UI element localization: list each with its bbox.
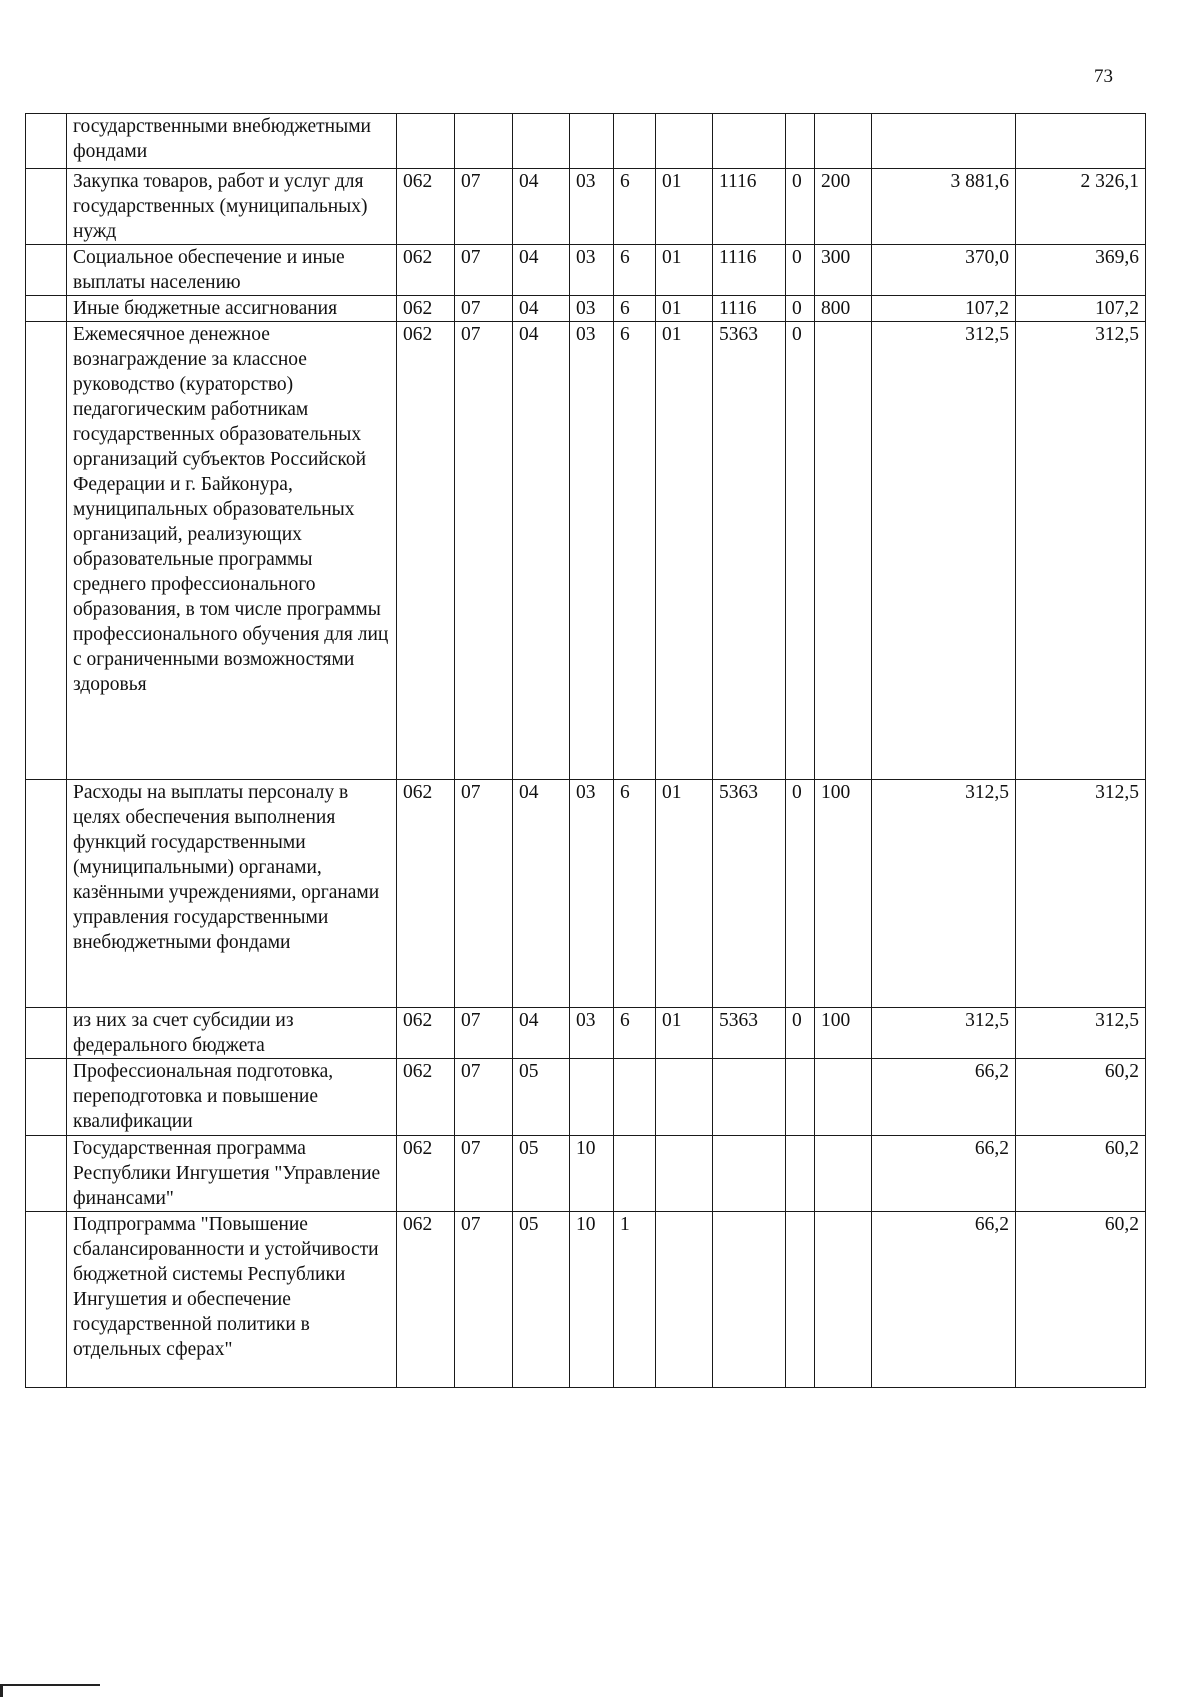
row-code-8	[815, 114, 872, 169]
row-code-8: 200	[815, 169, 872, 245]
row-code-2: 04	[513, 296, 570, 322]
row-code-1: 07	[455, 1212, 513, 1388]
row-name: Расходы на выплаты персоналу в целях обеспечения выполнения функций государственными (муниципальными) органами, казёнными учреждениями, органами управления государственными внебюджетными фондами	[67, 780, 397, 1008]
row-code-6: 1116	[713, 169, 786, 245]
table-body	[26, 114, 1146, 1388]
row-code-0	[397, 114, 455, 169]
row-code-6: 5363	[713, 780, 786, 1008]
row-amount-1: 3 881,6	[872, 169, 1016, 245]
row-index-cell	[26, 1212, 67, 1388]
row-code-5	[656, 1212, 713, 1388]
row-code-5: 01	[656, 1008, 713, 1059]
row-code-4: 6	[614, 1008, 656, 1059]
row-index-cell	[26, 322, 67, 780]
row-code-3: 03	[570, 296, 614, 322]
row-code-4: 6	[614, 322, 656, 780]
row-code-4: 1	[614, 1212, 656, 1388]
row-code-0: 062	[397, 296, 455, 322]
row-code-3: 03	[570, 780, 614, 1008]
row-code-1: 07	[455, 1059, 513, 1136]
row-amount-2: 312,5	[1016, 1008, 1146, 1059]
row-code-6: 1116	[713, 245, 786, 296]
table-row	[26, 1212, 1146, 1388]
row-code-0: 062	[397, 322, 455, 780]
row-code-2: 05	[513, 1136, 570, 1212]
row-name: Социальное обеспечение и иные выплаты населению	[67, 245, 397, 296]
row-code-8: 800	[815, 296, 872, 322]
row-code-1: 07	[455, 780, 513, 1008]
row-code-7: 0	[786, 322, 815, 780]
row-amount-2: 312,5	[1016, 322, 1146, 780]
row-amount-2: 107,2	[1016, 296, 1146, 322]
row-code-6: 5363	[713, 322, 786, 780]
row-code-3	[570, 1059, 614, 1136]
row-code-4: 6	[614, 780, 656, 1008]
row-code-4	[614, 1136, 656, 1212]
row-name: государственными внебюджетными фондами	[67, 114, 397, 169]
row-code-5: 01	[656, 296, 713, 322]
row-code-7	[786, 114, 815, 169]
row-code-7	[786, 1212, 815, 1388]
row-code-1: 07	[455, 322, 513, 780]
table-row	[26, 1008, 1146, 1059]
row-code-2: 04	[513, 322, 570, 780]
bottom-edge-mark	[0, 1684, 3, 1697]
row-code-0: 062	[397, 1136, 455, 1212]
row-code-4	[614, 114, 656, 169]
row-code-7	[786, 1136, 815, 1212]
row-amount-1: 66,2	[872, 1059, 1016, 1136]
row-name: Подпрограмма "Повышение сбалансированности и устойчивости бюджетной системы Республики Ингушетия и обеспечение государственной политики в отдельных сферах"	[67, 1212, 397, 1388]
row-code-3: 03	[570, 1008, 614, 1059]
row-index-cell	[26, 1008, 67, 1059]
row-code-1: 07	[455, 1136, 513, 1212]
row-index-cell	[26, 169, 67, 245]
table-row	[26, 245, 1146, 296]
row-code-2: 04	[513, 780, 570, 1008]
row-code-3	[570, 114, 614, 169]
row-amount-1: 370,0	[872, 245, 1016, 296]
row-code-6	[713, 1212, 786, 1388]
table-row	[26, 1136, 1146, 1212]
row-code-2: 04	[513, 245, 570, 296]
row-code-6	[713, 114, 786, 169]
row-name: Профессиональная подготовка, переподготовка и повышение квалификации	[67, 1059, 397, 1136]
row-code-2	[513, 114, 570, 169]
row-amount-2: 312,5	[1016, 780, 1146, 1008]
row-amount-2: 60,2	[1016, 1212, 1146, 1388]
table-row	[26, 1059, 1146, 1136]
row-code-6: 5363	[713, 1008, 786, 1059]
row-name: Иные бюджетные ассигнования	[67, 296, 397, 322]
row-amount-2	[1016, 114, 1146, 169]
page-number: 73	[1094, 66, 1113, 87]
row-name: Ежемесячное денежное вознаграждение за классное руководство (кураторство) педагогическим работникам государственных образовательных организаций субъектов Российской Федерации и г. Байконура, муниципальных образовательных организаций, реализующих образовательные программы среднего профессионального образования, в том числе программы профессионального обучения для лиц с ограниченными возможностями здоровья	[67, 322, 397, 780]
row-code-1: 07	[455, 169, 513, 245]
row-code-8: 300	[815, 245, 872, 296]
row-code-0: 062	[397, 1059, 455, 1136]
row-index-cell	[26, 780, 67, 1008]
row-code-7: 0	[786, 169, 815, 245]
budget-table	[25, 113, 1146, 1388]
row-code-8: 100	[815, 1008, 872, 1059]
row-code-4: 6	[614, 296, 656, 322]
row-code-2: 04	[513, 169, 570, 245]
row-code-7: 0	[786, 780, 815, 1008]
row-index-cell	[26, 1059, 67, 1136]
row-code-1: 07	[455, 245, 513, 296]
table-row	[26, 322, 1146, 780]
row-code-1: 07	[455, 1008, 513, 1059]
row-name: из них за счет субсидии из федерального бюджета	[67, 1008, 397, 1059]
row-index-cell	[26, 1136, 67, 1212]
row-amount-1	[872, 114, 1016, 169]
row-amount-1: 312,5	[872, 322, 1016, 780]
row-code-3: 03	[570, 245, 614, 296]
row-amount-1: 312,5	[872, 780, 1016, 1008]
row-amount-1: 107,2	[872, 296, 1016, 322]
row-code-5: 01	[656, 780, 713, 1008]
row-code-5: 01	[656, 169, 713, 245]
row-code-4: 6	[614, 169, 656, 245]
row-code-5	[656, 114, 713, 169]
table-row	[26, 114, 1146, 169]
row-code-3: 10	[570, 1212, 614, 1388]
row-code-6	[713, 1059, 786, 1136]
row-code-5: 01	[656, 245, 713, 296]
row-code-0: 062	[397, 169, 455, 245]
table-row	[26, 296, 1146, 322]
row-code-0: 062	[397, 245, 455, 296]
row-code-5	[656, 1136, 713, 1212]
row-code-6: 1116	[713, 296, 786, 322]
row-code-0: 062	[397, 1008, 455, 1059]
row-amount-2: 369,6	[1016, 245, 1146, 296]
row-name: Государственная программа Республики Ингушетия "Управление финансами"	[67, 1136, 397, 1212]
row-code-3: 10	[570, 1136, 614, 1212]
row-amount-2: 2 326,1	[1016, 169, 1146, 245]
row-code-8	[815, 1212, 872, 1388]
table-row	[26, 780, 1146, 1008]
row-amount-2: 60,2	[1016, 1059, 1146, 1136]
row-code-1	[455, 114, 513, 169]
row-amount-1: 312,5	[872, 1008, 1016, 1059]
row-code-5: 01	[656, 322, 713, 780]
row-code-8: 100	[815, 780, 872, 1008]
row-index-cell	[26, 245, 67, 296]
row-code-3: 03	[570, 169, 614, 245]
bottom-edge-line	[0, 1684, 100, 1686]
table-row	[26, 169, 1146, 245]
row-code-8	[815, 322, 872, 780]
row-code-4	[614, 1059, 656, 1136]
row-code-2: 04	[513, 1008, 570, 1059]
row-code-8	[815, 1136, 872, 1212]
row-code-0: 062	[397, 780, 455, 1008]
row-code-3: 03	[570, 322, 614, 780]
row-code-7: 0	[786, 245, 815, 296]
row-amount-1: 66,2	[872, 1136, 1016, 1212]
row-code-0: 062	[397, 1212, 455, 1388]
row-name: Закупка товаров, работ и услуг для государственных (муниципальных) нужд	[67, 169, 397, 245]
row-amount-2: 60,2	[1016, 1136, 1146, 1212]
row-amount-1: 66,2	[872, 1212, 1016, 1388]
row-code-4: 6	[614, 245, 656, 296]
row-index-cell	[26, 114, 67, 169]
row-code-2: 05	[513, 1212, 570, 1388]
row-code-8	[815, 1059, 872, 1136]
row-code-1: 07	[455, 296, 513, 322]
row-code-5	[656, 1059, 713, 1136]
row-code-7	[786, 1059, 815, 1136]
row-code-2: 05	[513, 1059, 570, 1136]
row-code-7: 0	[786, 1008, 815, 1059]
row-code-7: 0	[786, 296, 815, 322]
row-code-6	[713, 1136, 786, 1212]
row-index-cell	[26, 296, 67, 322]
